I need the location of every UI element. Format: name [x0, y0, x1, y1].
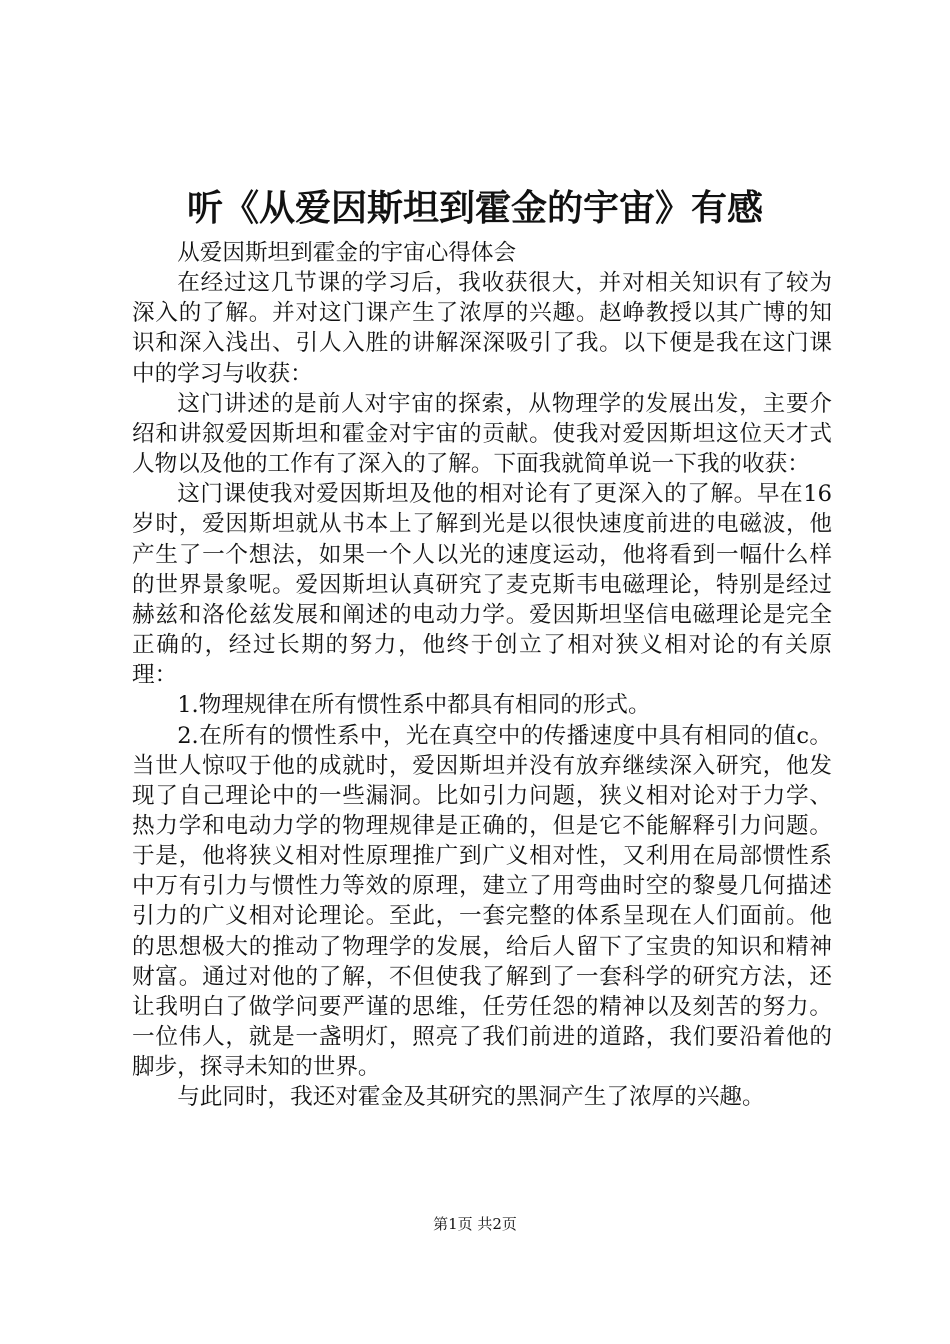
- list-item: 1.物理规律在所有惯性系中都具有相同的形式。: [177, 692, 651, 719]
- paragraph: 这门讲述的是前人对宇宙的探索，从物理学的发展出发，主要介绍和讲叙爱因斯坦和霍金对宇宙的贡献。使我对爱因斯坦这位天才式人物以及他的工作有了深入的了解。下面我就简单说一下我的收获：: [132, 390, 832, 478]
- list-item: 2.在所有的惯性系中，光在真空中的传播速度中具有相同的值c。当世人惊叹于他的成就时，爱因斯坦并没有放弃继续深入研究，他发现了自己理论中的一些漏洞。比如引力问题，狭义相对论对于力学、热力学和电动力学的物理规律是正确的，但是它不能解释引力问题。于是，他将狭义相对性原理推广到广义相对性，又利用在局部惯性系中万有引力与惯性力等效的原理，建立了用弯曲时空的黎曼几何描述引力的广义相对论理论。至此，一套完整的体系呈现在人们面前。他的思想极大的推动了物理学的发展，给后人留下了宝贵的知识和精神财富。通过对他的了解，不但使我了解到了一套科学的研究方法，还让我明白了做学问要严谨的思维，任劳任怨的精神以及刻苦的努力。一位伟人，就是一盏明灯，照亮了我们前进的道路，我们要沿着他的脚步，探寻未知的世界。: [132, 722, 832, 1081]
- paragraph-subtitle: 从爱因斯坦到霍金的宇宙心得体会: [177, 240, 517, 266]
- page-footer: 第1页 共2页: [433, 1215, 517, 1233]
- paragraph: 在经过这几节课的学习后，我收获很大，并对相关知识有了较为深入的了解。并对这门课产生了浓厚的兴趣。赵峥教授以其广博的知识和深入浅出、引人入胜的讲解深深吸引了我。以下便是我在这门课中的学习与收获：: [132, 270, 832, 387]
- paragraph: 这门课使我对爱因斯坦及他的相对论有了更深入的了解。早在16岁时，爱因斯坦就从书本上了解到光是以很快速度前进的电磁波，他产生了一个想法，如果一个人以光的速度运动，他将看到一幅什么样的世界景象呢。爱因斯坦认真研究了麦克斯韦电磁理论，特别是经过赫兹和洛伦兹发展和阐述的电动力学。爱因斯坦坚信电磁理论是完全正确的，经过长期的努力，他终于创立了相对狭义相对论的有关原理：: [132, 481, 832, 689]
- paragraph: 与此同时，我还对霍金及其研究的黑洞产生了浓厚的兴趣。: [177, 1084, 765, 1111]
- document-title: 听《从爱因斯坦到霍金的宇宙》有感: [186, 187, 763, 229]
- document-body: [132, 238, 832, 1113]
